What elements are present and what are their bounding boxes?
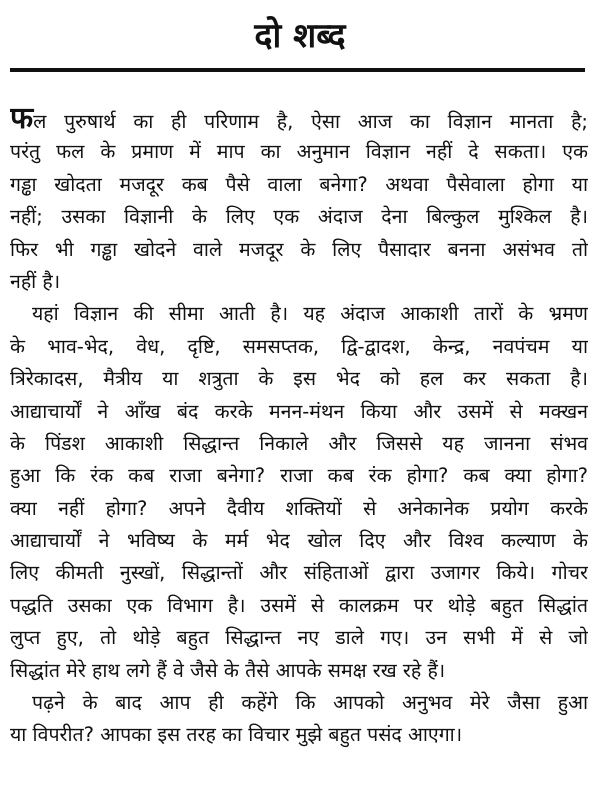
- paragraph-2-line-12: सिद्धांत मेरे हाथ लगे हैं वे जैसे के तैसे आपके समक्ष रख रहे हैं।: [10, 658, 446, 682]
- paragraph-3-line-2: या विपरीत? आपका इस तरह का विचार मुझे बहुत पसंद आएगा।: [10, 723, 463, 747]
- paragraph-1-line-1: [10, 104, 588, 136]
- page-title: दो शब्द: [254, 16, 346, 56]
- paragraph-1-line-3: गड्ढा खोदता मजदूर कब पैसे वाला बनेगा? अथवा पैसेवाला होगा या: [10, 172, 588, 196]
- drop-cap: फ: [10, 104, 34, 136]
- paragraph-1-line-4: नहीं; उसका विज्ञानी के लिए एक अंदाज देना बिल्कुल मुश्किल है।: [10, 205, 588, 229]
- paragraph-2-line-11: लुप्त हुए, तो थोड़े बहुत सिद्धान्त नए डाले गए। उन सभी में से जो: [10, 626, 588, 650]
- paragraph-1-line-2: परंतु फल के प्रमाण में माप का अनुमान विज्ञान नहीं दे सकता। एक: [10, 140, 588, 164]
- paragraph-2-line-10: पद्धति उसका एक विभाग है। उसमें से कालक्रम पर थोड़े बहुत सिद्धांत: [10, 593, 588, 617]
- paragraph-1-line-6: नहीं है।: [10, 269, 61, 293]
- paragraph-2-line-4: आद्याचार्यों ने आँख बंद करके मनन-मंथन किया और उसमें से मक्खन: [10, 399, 588, 423]
- paragraph-2-line-2: के भाव-भेद, वेध, दृष्टि, समसप्तक, द्वि-द्वादश, केन्द्र, नवपंचम या: [10, 334, 588, 358]
- body-text: [10, 104, 588, 752]
- paragraph-1-line-1-text: ल पुरुषार्थ का ही परिणाम है, ऐसा आज का विज्ञान मानता है;: [33, 110, 588, 133]
- paragraph-3-line-1: पढ़ने के बाद आप ही कहेंगे कि आपको अनुभव मेरे जैसा हुआ: [32, 691, 588, 715]
- paragraph-2-line-9: लिए कीमती नुस्खों, सिद्धान्तों और संहिताओं द्वारा उजागर किये। गोचर: [10, 561, 588, 585]
- paragraph-2-line-8: आद्याचार्यों ने भविष्य के मर्म भेद खोल दिए और विश्व कल्याण के: [10, 529, 588, 553]
- paragraph-2-line-3: त्रिरेकादस, मैत्रीय या शत्रुता के इस भेद को हल कर सकता है।: [10, 367, 588, 391]
- title-underline: [10, 68, 585, 72]
- paragraph-2-line-5: के पिंडश आकाशी सिद्धान्त निकाले और जिससे यह जानना संभव: [10, 431, 588, 455]
- paragraph-2-line-7: क्या नहीं होगा? अपने दैवीय शक्तियों से अनेकानेक प्रयोग करके: [10, 496, 588, 520]
- paragraph-2-line-6: हुआ कि रंक कब राजा बनेगा? राजा कब रंक होगा? कब क्या होगा?: [10, 464, 588, 488]
- paragraph-2-line-1: यहां विज्ञान की सीमा आती है। यह अंदाज आकाशी तारों के भ्रमण: [32, 302, 588, 326]
- paragraph-1-line-5: फिर भी गड्ढा खोदने वाले मजदूर के लिए पैसादार बनना असंभव तो: [10, 237, 588, 261]
